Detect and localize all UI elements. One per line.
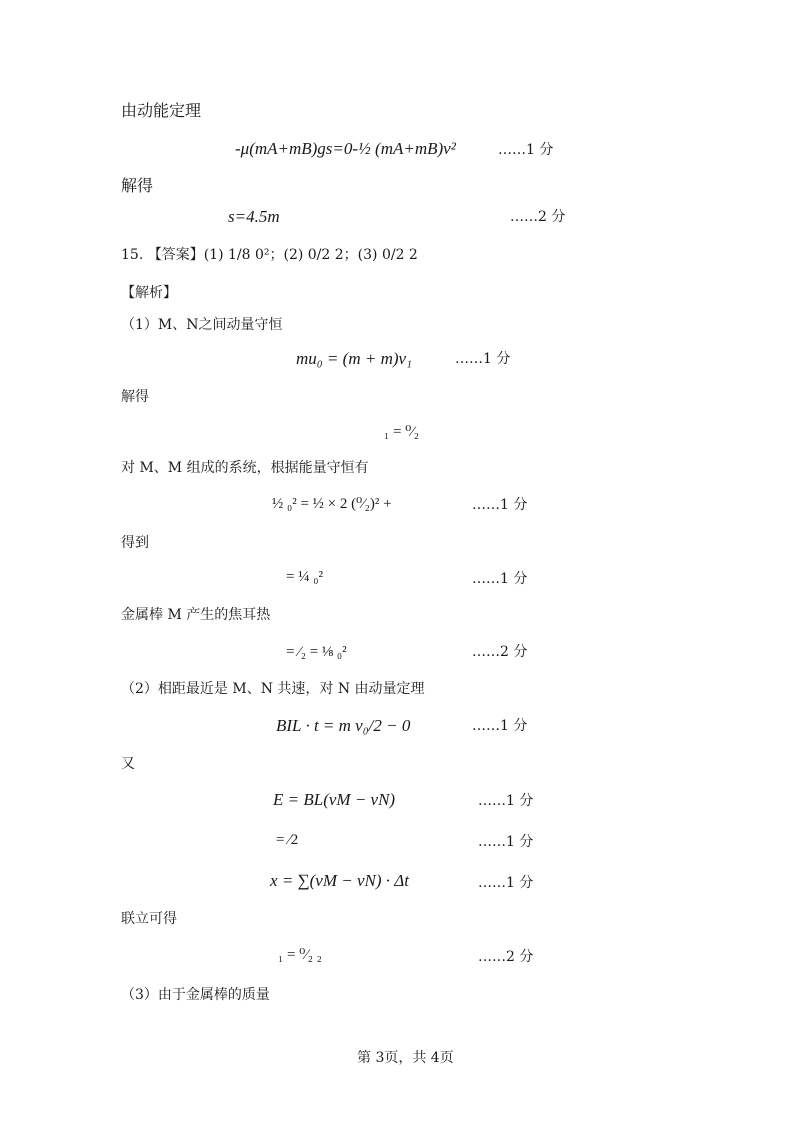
score-label: ……1 分: [478, 875, 534, 891]
equation: mu₀ = (m + m)v₁: [296, 349, 412, 368]
score-label: ……1 分: [478, 793, 534, 809]
score-label: ……1 分: [472, 571, 528, 587]
equation: BIL · t = m v₀/2 − 0: [276, 716, 411, 735]
equation: = ⁄₂ = ⅛ ₀²: [286, 644, 347, 660]
text-line: 联立可得: [121, 911, 177, 927]
text-line: 得到: [121, 535, 149, 551]
score-label: ……2 分: [472, 644, 528, 660]
equation: ½ ₀² = ½ × 2 (⁰⁄₂)² +: [272, 496, 392, 512]
score-label: ……1 分: [472, 718, 528, 734]
text-line: 又: [121, 756, 135, 772]
score-label: ……2 分: [478, 949, 534, 965]
score-label: ……1 分: [472, 497, 528, 513]
text-line: 解得: [121, 389, 149, 405]
text-line: （1）M、N之间动量守恒: [121, 317, 283, 333]
text-line: 对 M、M 组成的系统，根据能量守恒有: [121, 460, 369, 476]
score-label: ……1 分: [498, 142, 554, 158]
equation: = ⁄2: [276, 832, 299, 848]
score-label: ……1 分: [455, 351, 511, 367]
text-line: 金属棒 M 产生的焦耳热: [121, 607, 271, 623]
equation: ₁ = ⁰⁄₂ ₂: [278, 947, 322, 963]
text-line: 由动能定理: [121, 101, 202, 120]
equation: -μ(mA+mB)gs=0-½ (mA+mB)v²: [235, 139, 456, 158]
text-line: （3）由于金属棒的质量: [121, 987, 270, 1003]
equation: x = ∑(vM − vN) · Δt: [270, 871, 409, 890]
equation: = ¼ ₀²: [286, 569, 323, 585]
answer-line: 15. 【答案】(1) 1/8 0²；(2) 0/2 2；(3) 0/2 2: [121, 247, 418, 263]
equation: E = BL(vM − vN): [273, 790, 396, 809]
equation: s=4.5m: [228, 207, 280, 226]
text-line: 解得: [121, 176, 154, 195]
analysis-heading: 【解析】: [121, 285, 177, 301]
text-line: （2）相距最近是 M、N 共速，对 N 由动量定理: [121, 681, 425, 697]
equation: ₁ = ⁰⁄₂: [384, 424, 419, 440]
page-footer: 第 3页，共 4页: [357, 1050, 454, 1066]
score-label: ……1 分: [478, 834, 534, 850]
score-label: ……2 分: [510, 209, 566, 225]
